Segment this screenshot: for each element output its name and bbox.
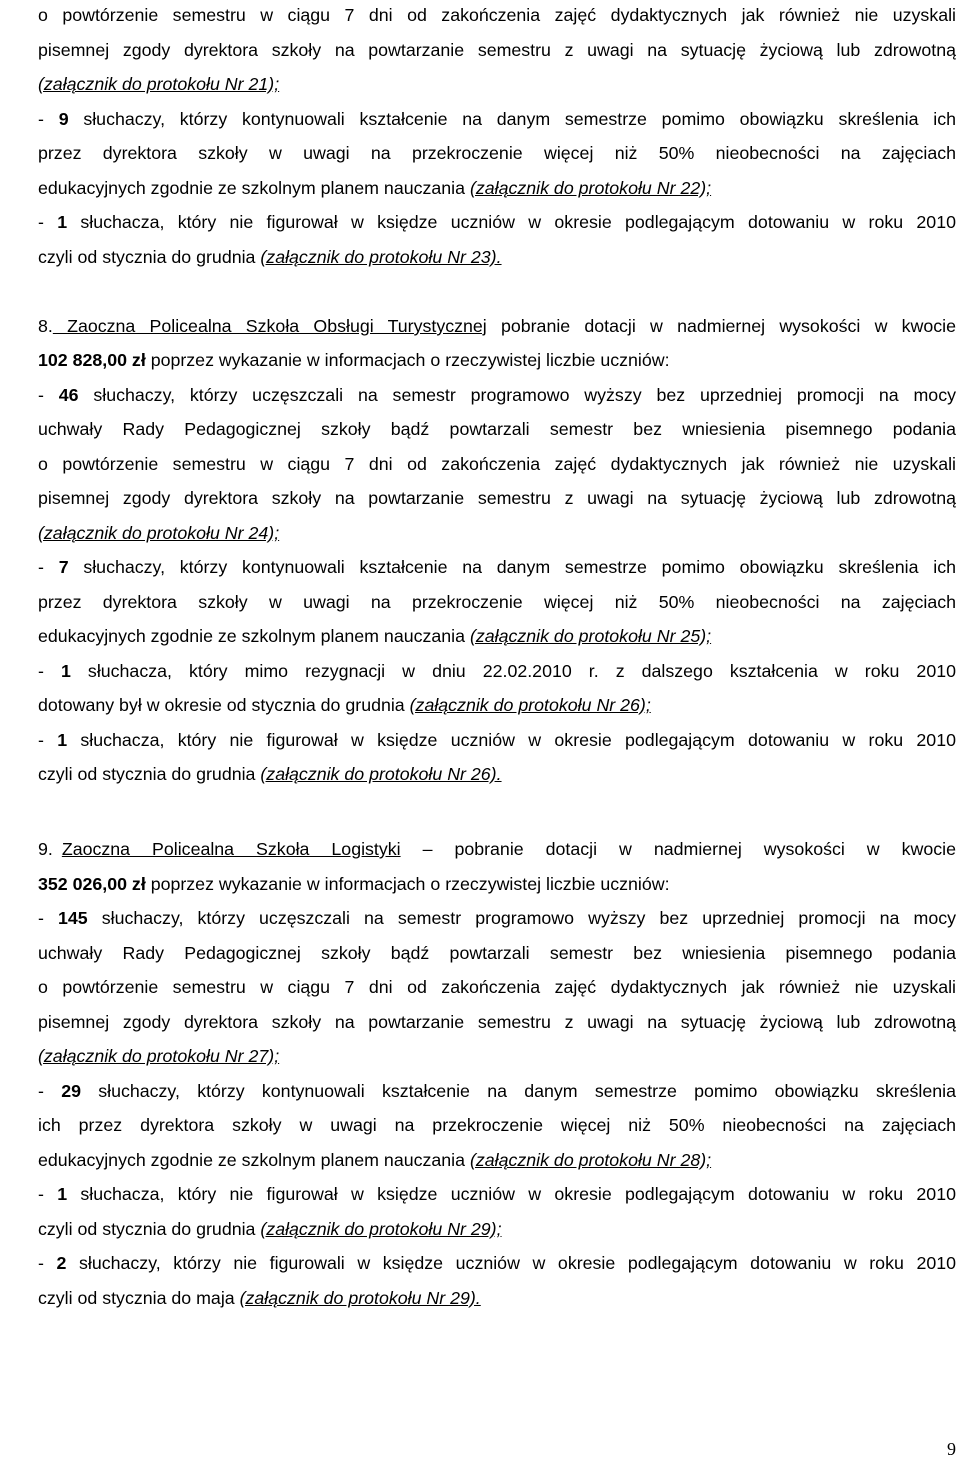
attachment-ref: (załącznik do protokołu Nr 24); [38,523,280,543]
school-name: Zaoczna Policealna Szkoła Logistyki [61,839,401,859]
list-item: - 7 słuchaczy, którzy kontynuowali kształcenie na danym semestrze pomimo obowiązku skreślenia ich [38,557,956,577]
text-line: czyli od stycznia do maja (załącznik do protokołu Nr 29). [38,1288,481,1308]
count: 46 [58,385,79,405]
text-line: o powtórzenie semestru w ciągu 7 dni od zakończenia zajęć dydaktycznych jak również nie uzyskali [38,454,956,474]
amount: 102 828,00 zł [38,350,146,370]
text-line: przez dyrektora szkoły w uwagi na przekroczenie więcej niż 50% nieobecności na zajęciach [38,592,956,612]
text-line: o powtórzenie semestru w ciągu 7 dni od zakończenia zajęć dydaktycznych jak również nie uzyskali [38,977,956,997]
attachment-ref: (załącznik do protokołu Nr 23). [260,247,502,267]
list-item: - 9 słuchaczy, którzy kontynuowali kształcenie na danym semestrze pomimo obowiązku skreślenia ich [38,109,956,129]
text-line: pisemnej zgody dyrektora szkoły na powtarzanie semestru z uwagi na sytuację życiową lub zdrowotną [38,40,956,60]
attachment-ref: (załącznik do protokołu Nr 25); [469,626,712,646]
amount: 352 026,00 zł [38,874,146,894]
text-line: pisemnej zgody dyrektora szkoły na powtarzanie semestru z uwagi na sytuację życiową lub zdrowotną [38,488,956,508]
text-line: uchwały Rady Pedagogicznej szkoły bądź powtarzali semestr bez wniesienia pisemnego podania [38,943,956,963]
attachment-ref: (załącznik do protokołu Nr 26); [409,695,651,715]
text-line: 352 026,00 zł poprzez wykazanie w informacjach o rzeczywistej liczbie uczniów: [38,874,670,894]
text-line: czyli od stycznia do grudnia (załącznik do protokołu Nr 26). [38,764,502,784]
text-line: edukacyjnych zgodnie ze szkolnym planem nauczania (załącznik do protokołu Nr 25); [38,626,712,646]
count: 1 [57,1184,68,1204]
count: 2 [56,1253,67,1273]
count: 29 [61,1081,81,1101]
text-line: czyli od stycznia do grudnia (załącznik do protokołu Nr 23). [38,247,502,267]
text-line [38,73,956,95]
text-line: edukacyjnych zgodnie ze szkolnym planem nauczania (załącznik do protokołu Nr 28); [38,1150,712,1170]
list-item: - 145 słuchaczy, którzy uczęszczali na semestr programowo wyższy bez uprzedniej promocji na mocy [38,908,956,928]
text-line [38,1045,956,1067]
count: 7 [58,557,69,577]
text-line: ich przez dyrektora szkoły w uwagi na przekroczenie więcej niż 50% nieobecności na zajęciach [38,1115,956,1135]
attachment-ref: (załącznik do protokołu Nr 29); [260,1219,502,1239]
text-line [38,522,956,544]
text-line: edukacyjnych zgodnie ze szkolnym planem nauczania (załącznik do protokołu Nr 22); [38,178,712,198]
school-name: Zaoczna Policealna Szkoła Obsługi Turystycznej [52,316,487,336]
list-item: - 46 słuchaczy, którzy uczęszczali na semestr programowo wyższy bez uprzedniej promocji na mocy [38,385,956,405]
count: 9 [58,109,69,129]
list-item: - 2 słuchaczy, którzy nie figurowali w księdze uczniów w okresie podlegającym dotowaniu w roku 2010 [38,1253,956,1273]
list-item: - 29 słuchaczy, którzy kontynuowali kształcenie na danym semestrze pomimo obowiązku skreślenia [38,1081,956,1101]
text-line: pisemnej zgody dyrektora szkoły na powtarzanie semestru z uwagi na sytuację życiową lub zdrowotną [38,1012,956,1032]
attachment-ref: (załącznik do protokołu Nr 26). [260,764,502,784]
text-line: 102 828,00 zł poprzez wykazanie w informacjach o rzeczywistej liczbie uczniów: [38,350,670,370]
text-line: przez dyrektora szkoły w uwagi na przekroczenie więcej niż 50% nieobecności na zajęciach [38,143,956,163]
section-9-heading: 9. Zaoczna Policealna Szkoła Logistyki – pobranie dotacji w nadmiernej wysokości w kwocie [38,839,956,859]
text-line: dotowany był w okresie od stycznia do grudnia (załącznik do protokołu Nr 26); [38,695,651,715]
attachment-ref: (załącznik do protokołu Nr 21); [38,74,280,94]
attachment-ref: (załącznik do protokołu Nr 27); [38,1046,280,1066]
attachment-ref: (załącznik do protokołu Nr 28); [469,1150,712,1170]
text-line: czyli od stycznia do grudnia (załącznik do protokołu Nr 29); [38,1219,502,1239]
attachment-ref: (załącznik do protokołu Nr 22); [469,178,712,198]
text-line: o powtórzenie semestru w ciągu 7 dni od zakończenia zajęć dydaktycznych jak również nie uzyskali [38,5,956,25]
list-item: - 1 słuchacza, który mimo rezygnacji w dniu 22.02.2010 r. z dalszego kształcenia w roku 2010 [38,661,956,681]
count: 1 [60,661,71,681]
list-item: - 1 słuchacza, który nie figurował w księdze uczniów w okresie podlegającym dotowaniu w roku 2010 [38,212,956,232]
count: 1 [57,212,68,232]
section-8-heading: 8. Zaoczna Policealna Szkoła Obsługi Turystycznej pobranie dotacji w nadmiernej wysokości w kwocie [38,316,956,336]
list-item: - 1 słuchacza, który nie figurował w księdze uczniów w okresie podlegającym dotowaniu w roku 2010 [38,730,956,750]
text-line: uchwały Rady Pedagogicznej szkoły bądź powtarzali semestr bez wniesienia pisemnego podania [38,419,956,439]
page-number: 9 [947,1439,956,1459]
list-item: - 1 słuchacza, który nie figurował w księdze uczniów w okresie podlegającym dotowaniu w roku 2010 [38,1184,956,1204]
count: 1 [57,730,68,750]
count: 145 [58,908,88,928]
attachment-ref: (załącznik do protokołu Nr 29). [239,1288,481,1308]
